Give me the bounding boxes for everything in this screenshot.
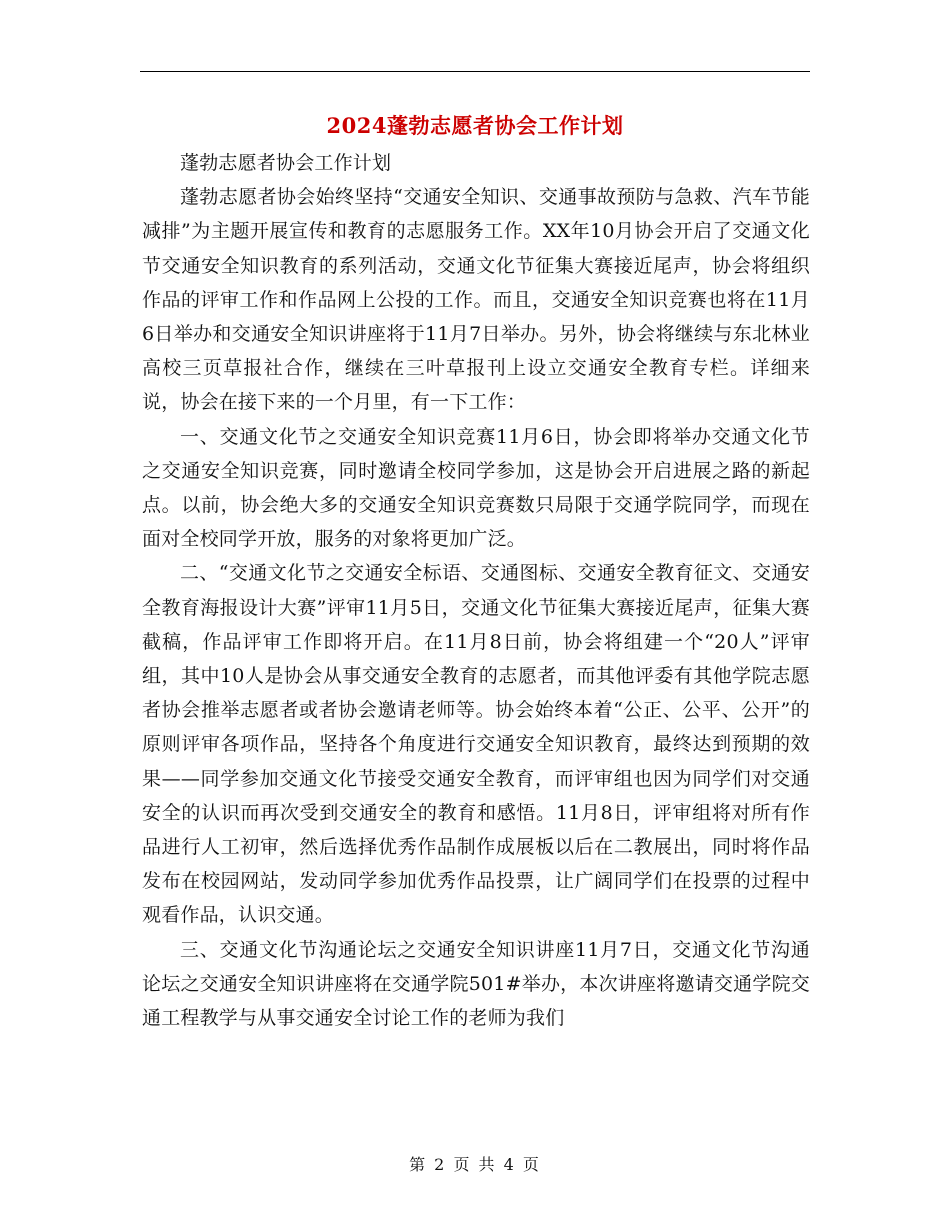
document-body (142, 146, 810, 1035)
document-title: 2024蓬勃志愿者协会工作计划 (326, 113, 624, 138)
page-footer: 第 2 页 共 4 页 (409, 1155, 541, 1174)
paragraph-heading: 蓬勃志愿者协会工作计划 (180, 152, 392, 174)
paragraph-item-1: 一、交通文化节之交通安全知识竞赛11月6日，协会即将举办交通文化节之交通安全知识竞赛，同时邀请全校同学参加，这是协会开启进展之路的新起点。以前，协会绝大多的交通安全知识竞赛数只局限于交通学院同学，而现在面对全校同学开放，服务的对象将更加广泛。 (142, 425, 810, 551)
header-rule (140, 71, 810, 72)
paragraph-item-2: 二、“交通文化节之交通安全标语、交通图标、交通安全教育征文、交通安全教育海报设计大赛”评审11月5日，交通文化节征集大赛接近尾声，征集大赛截稿，作品评审工作即将开启。在11月8日前，协会将组建一个“20人”评审组，其中10人是协会从事交通安全教育的志愿者，而其他评委有其他学院志愿者协会推举志愿者或者协会邀请老师等。协会始终本着“公正、公平、公开”的原则评审各项作品，坚持各个角度进行交通安全知识教育，最终达到预期的效果——同学参加交通文化节接受交通安全教育，而评审组也因为同学们对交通安全的认识而再次受到交通安全的教育和感悟。11月8日，评审组将对所有作品进行人工初审，然后选择优秀作品制作成展板以后在二教展出，同时将作品发布在校园网站，发动同学参加优秀作品投票，让广阔同学们在投票的过程中观看作品，认识交通。 (142, 562, 810, 927)
paragraph-item-3: 三、交通文化节沟通论坛之交通安全知识讲座11月7日，交通文化节沟通论坛之交通安全知识讲座将在交通学院501#举办，本次讲座将邀请交通学院交通工程教学与从事交通安全讨论工作的老师为我们 (142, 938, 810, 1030)
paragraph-intro: 蓬勃志愿者协会始终坚持“交通安全知识、交通事故预防与急救、汽车节能减排”为主题开展宣传和教育的志愿服务工作。XX年10月协会开启了交通文化节交通安全知识教育的系列活动，交通文化节征集大赛接近尾声，协会将组织作品的评审工作和作品网上公投的工作。而且，交通安全知识竞赛也将在11月6日举办和交通安全知识讲座将于11月7日举办。另外，协会将继续与东北林业高校三页草报社合作，继续在三叶草报刊上设立交通安全教育专栏。详细来说，协会在接下来的一个月里，有一下工作： (142, 186, 810, 414)
